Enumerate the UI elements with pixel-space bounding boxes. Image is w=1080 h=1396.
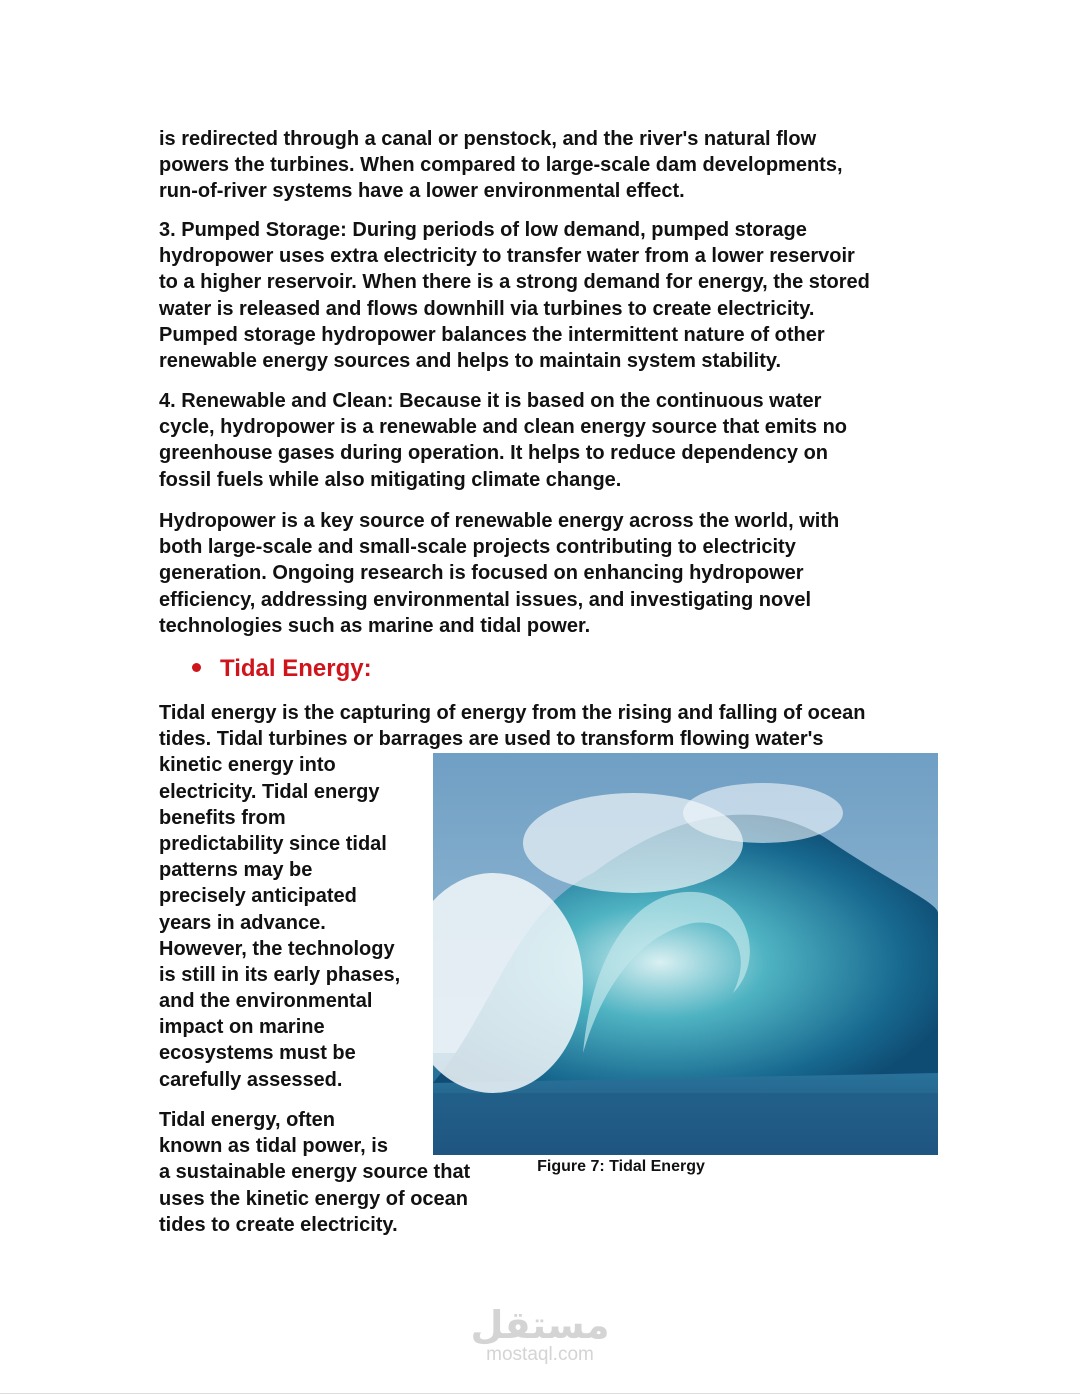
- text-line: carefully assessed.: [159, 1068, 343, 1091]
- text-line: efficiency, addressing environmental issues, and investigating novel: [159, 588, 812, 611]
- text-line: renewable energy sources and helps to maintain system stability.: [159, 349, 782, 372]
- text-line: patterns may be: [159, 859, 313, 882]
- text-line: is still in its early phases,: [159, 963, 401, 986]
- text-line: greenhouse gases during operation. It helps to reduce dependency on: [159, 442, 829, 465]
- text-line: technologies such as marine and tidal power.: [159, 614, 591, 637]
- text-line: generation. Ongoing research is focused on enhancing hydropower: [159, 562, 804, 585]
- text-line: 3. Pumped Storage: During periods of low demand, pumped storage: [159, 219, 807, 241]
- mostaql-watermark: [470, 1305, 610, 1365]
- paragraph: [159, 388, 847, 493]
- page-edge-divider: [0, 1393, 1080, 1394]
- text-line: impact on marine: [159, 1016, 325, 1039]
- paragraph: [159, 217, 870, 374]
- text-line: cycle, hydropower is a renewable and clean energy source that emits no: [159, 416, 848, 439]
- text-line: years in advance.: [159, 911, 326, 934]
- text-line: However, the technology: [159, 937, 395, 960]
- text-line: ecosystems must be: [159, 1042, 356, 1065]
- text-line: Hydropower is a key source of renewable energy across the world, with: [159, 510, 840, 532]
- text-line: and the environmental: [159, 990, 373, 1013]
- watermark-latin: mostaql.com: [486, 1344, 594, 1365]
- paragraph: [159, 508, 839, 639]
- text-line: tides to create electricity.: [159, 1213, 398, 1236]
- text-line: powers the turbines. When compared to large-scale dam developments,: [159, 154, 843, 177]
- text-line: water is released and flows downhill via turbines to create electricity.: [159, 297, 815, 320]
- text-line: a sustainable energy source that: [159, 1161, 471, 1184]
- text-line: Pumped storage hydropower balances the intermittent nature of other: [159, 323, 825, 346]
- text-line: Tidal energy, often: [159, 1109, 335, 1131]
- bullet-icon: [192, 663, 201, 672]
- tidal-wave-image: [433, 753, 938, 1155]
- text-line: predictability since tidal: [159, 832, 387, 855]
- text-line: run-of-river systems have a lower environmental effect.: [159, 180, 685, 203]
- text-line: electricity. Tidal energy: [159, 780, 380, 803]
- text-line: kinetic energy into: [159, 754, 336, 777]
- figure-caption: Figure 7: Tidal Energy: [537, 1158, 705, 1175]
- text-line: uses the kinetic energy of ocean: [159, 1187, 468, 1210]
- text-line: known as tidal power, is: [159, 1135, 388, 1158]
- watermark-arabic: مستقل: [470, 1303, 610, 1347]
- paragraph: [159, 1107, 470, 1238]
- text-line: both large-scale and small-scale projects contributing to electricity: [159, 536, 796, 559]
- text-line: hydropower uses extra electricity to transfer water from a lower reservoir: [159, 245, 855, 268]
- text-line: fossil fuels while also mitigating climate change.: [159, 468, 622, 491]
- heading-text: Tidal Energy:: [220, 655, 372, 682]
- text-line: precisely anticipated: [159, 885, 357, 908]
- text-line: tides. Tidal turbines or barrages are used to transform flowing water's: [159, 728, 824, 751]
- section-heading-tidal-energy: [192, 655, 372, 683]
- text-line: benefits from: [159, 806, 286, 829]
- text-line: Tidal energy is the capturing of energy from the rising and falling of ocean: [159, 702, 866, 724]
- text-line: is redirected through a canal or penstock, and the river's natural flow: [159, 128, 817, 150]
- text-line: to a higher reservoir. When there is a strong demand for energy, the stored: [159, 271, 870, 294]
- text-line: 4. Renewable and Clean: Because it is based on the continuous water: [159, 390, 822, 412]
- paragraph: [159, 126, 843, 205]
